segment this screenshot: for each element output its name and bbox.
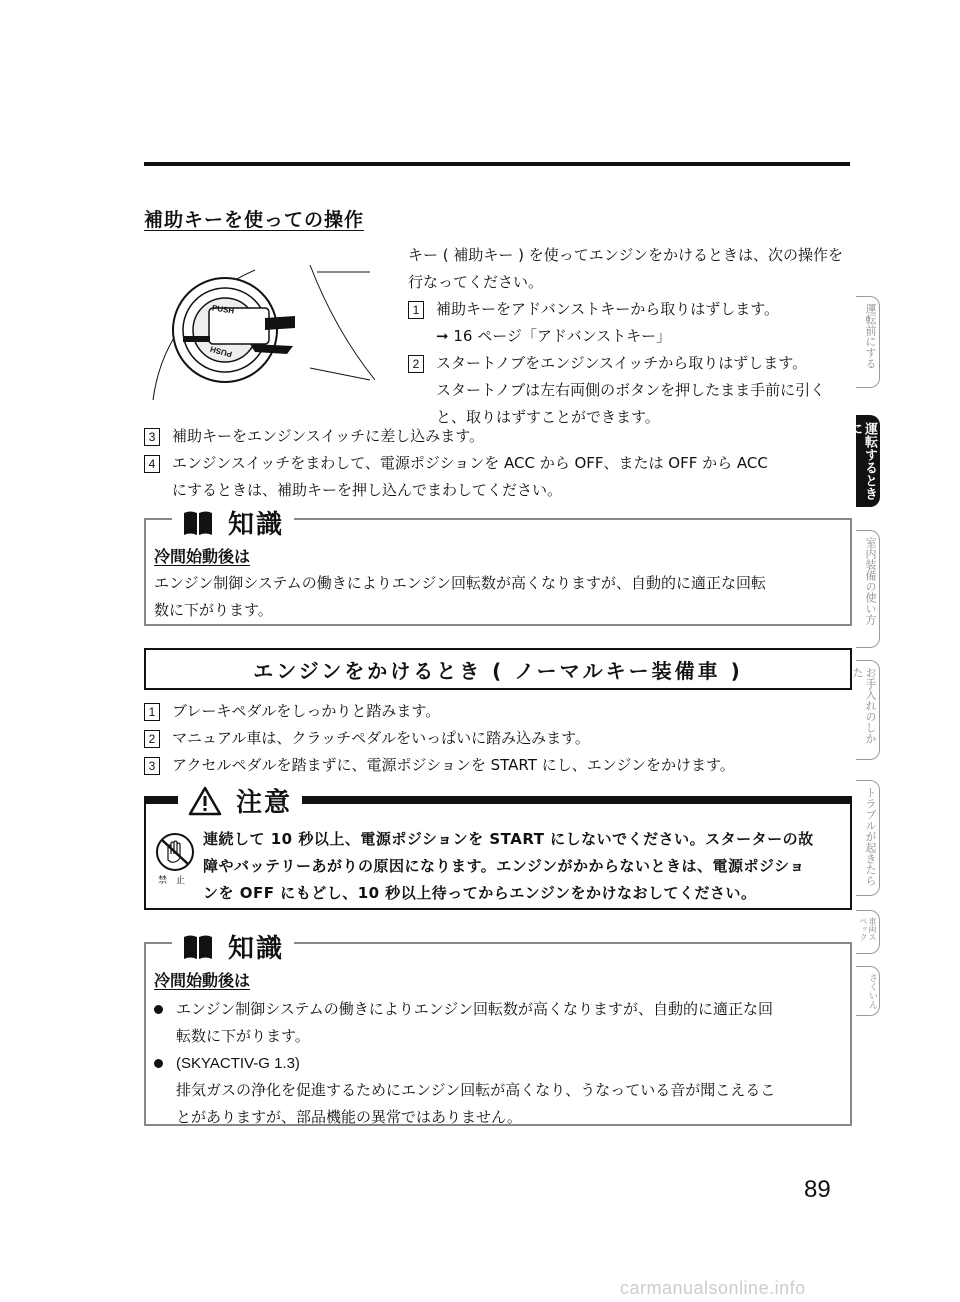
caution-line: ンを OFF にもどし、10 秒以上待ってからエンジンをかけなおしてください。 [203,884,757,902]
knowledge-subtitle: 冷間始動後は [154,971,251,990]
section-header-bar: エンジンをかけるとき ( ノーマルキー装備車 ) [144,648,852,690]
step-number: 3 [144,428,160,446]
page-reference: ➞ 16 ページ「アドバンストキー」 [436,327,672,345]
book-icon [182,933,214,961]
caution-header [178,782,302,819]
normal-step-2 [144,725,850,752]
side-tab-when-driving[interactable]: 運転するときに [856,415,880,507]
bullet-dot [154,1059,163,1068]
bullet-dot [154,1005,163,1014]
step-4 [144,450,850,504]
side-tab-specs[interactable]: 車両スペック [856,910,880,954]
side-tab-before-driving[interactable]: 運転前にする [856,296,880,388]
knowledge-body [154,570,844,624]
knowledge-label: 知識 [228,510,285,540]
step-2 [408,350,853,431]
step-1 [408,296,853,350]
side-tab-interior[interactable]: 室内装備の使い方 [856,530,880,648]
caution-line: 障やバッテリーあがりの原因になります。エンジンがかからないときは、電源ポジショ [203,857,805,875]
step-number: 2 [408,355,424,373]
step-detail: スタートノブは左右両側のボタンを押したまま手前に引くと、取りはずすことができます。 [436,381,826,426]
caution-label: 注意 [236,788,293,818]
warning-triangle-icon [188,786,222,816]
step-number: 3 [144,757,160,775]
knowledge-label: 知識 [228,934,285,964]
push-label-bottom: PUSH [209,344,234,359]
caution-text [203,826,843,907]
bullet-line: エンジン制御システムの働きによりエンジン回転数が高くなりますが、自動的に適正な回 [176,1000,774,1018]
bullet-line: (SKYACTIV-G 1.3) [176,1055,300,1072]
prohibit-label: 禁 止 [158,876,186,886]
caution-line: 連続して 10 秒以上、電源ポジションを START にしないでください。スターターの故 [203,830,814,848]
push-label-top: PUSH [211,303,235,316]
watermark: carmanualsonline.info [620,1278,806,1298]
section-title: 補助キーを使っての操作 [144,209,365,231]
knowledge-line: 数に下がります。 [154,601,273,619]
knowledge-line: エンジン制御システムの働きによりエンジン回転数が高くなりますが、自動的に適正な回転 [154,574,767,592]
step-text: 補助キーをエンジンスイッチに差し込みます。 [172,427,485,445]
bullet-item-2 [154,1050,844,1131]
knowledge-box-2 [144,942,852,1126]
step-number: 1 [408,301,424,319]
step-text-continued: にするときは、補助キーを押し込んでまわしてください。 [172,481,563,499]
bullet-line: とがありますが、部品機能の異常ではありません。 [176,1108,522,1126]
book-icon [182,509,214,537]
prohibit-hand-icon [155,832,195,872]
knowledge-header [172,504,294,541]
bullet-item-1 [154,996,844,1050]
step-text: ブレーキペダルをしっかりと踏みます。 [172,702,441,720]
step-number: 4 [144,455,160,473]
knowledge-subtitle: 冷間始動後は [154,547,251,566]
step-text: 補助キーをアドバンストキーから取りはずします。 [436,300,780,318]
side-tab-care[interactable]: お手入れのしかた [856,660,880,760]
top-rule [144,162,850,166]
step-text: マニュアル車は、クラッチペダルをいっぱいに踏み込みます。 [172,729,590,747]
step-3 [144,423,850,450]
step-text: エンジンスイッチをまわして、電源ポジションを ACC から OFF、または OFF から ACC [172,454,768,472]
bullet-line: 転数に下がります。 [176,1027,310,1045]
step-number: 1 [144,703,160,721]
page-number: 89 [804,1176,831,1203]
step-text: スタートノブをエンジンスイッチから取りはずします。 [436,354,808,372]
knowledge-header-2 [172,928,294,965]
side-tab-trouble[interactable]: トラブルが起きたら [856,780,880,896]
engine-switch-illustration [145,250,375,410]
normal-step-1 [144,698,850,725]
side-tab-index[interactable]: さくいん [856,966,880,1016]
bullet-line: 排気ガスの浄化を促進するためにエンジン回転が高くなり、うなっている音が聞こえるこ [176,1081,776,1099]
normal-step-3 [144,752,850,779]
step-text: アクセルペダルを踏まずに、電源ポジションを START にし、エンジンをかけます。 [172,756,735,774]
intro-text: キー ( 補助キー ) を使ってエンジンをかけるときは、次の操作を行なってください。 [408,246,844,291]
step-number: 2 [144,730,160,748]
